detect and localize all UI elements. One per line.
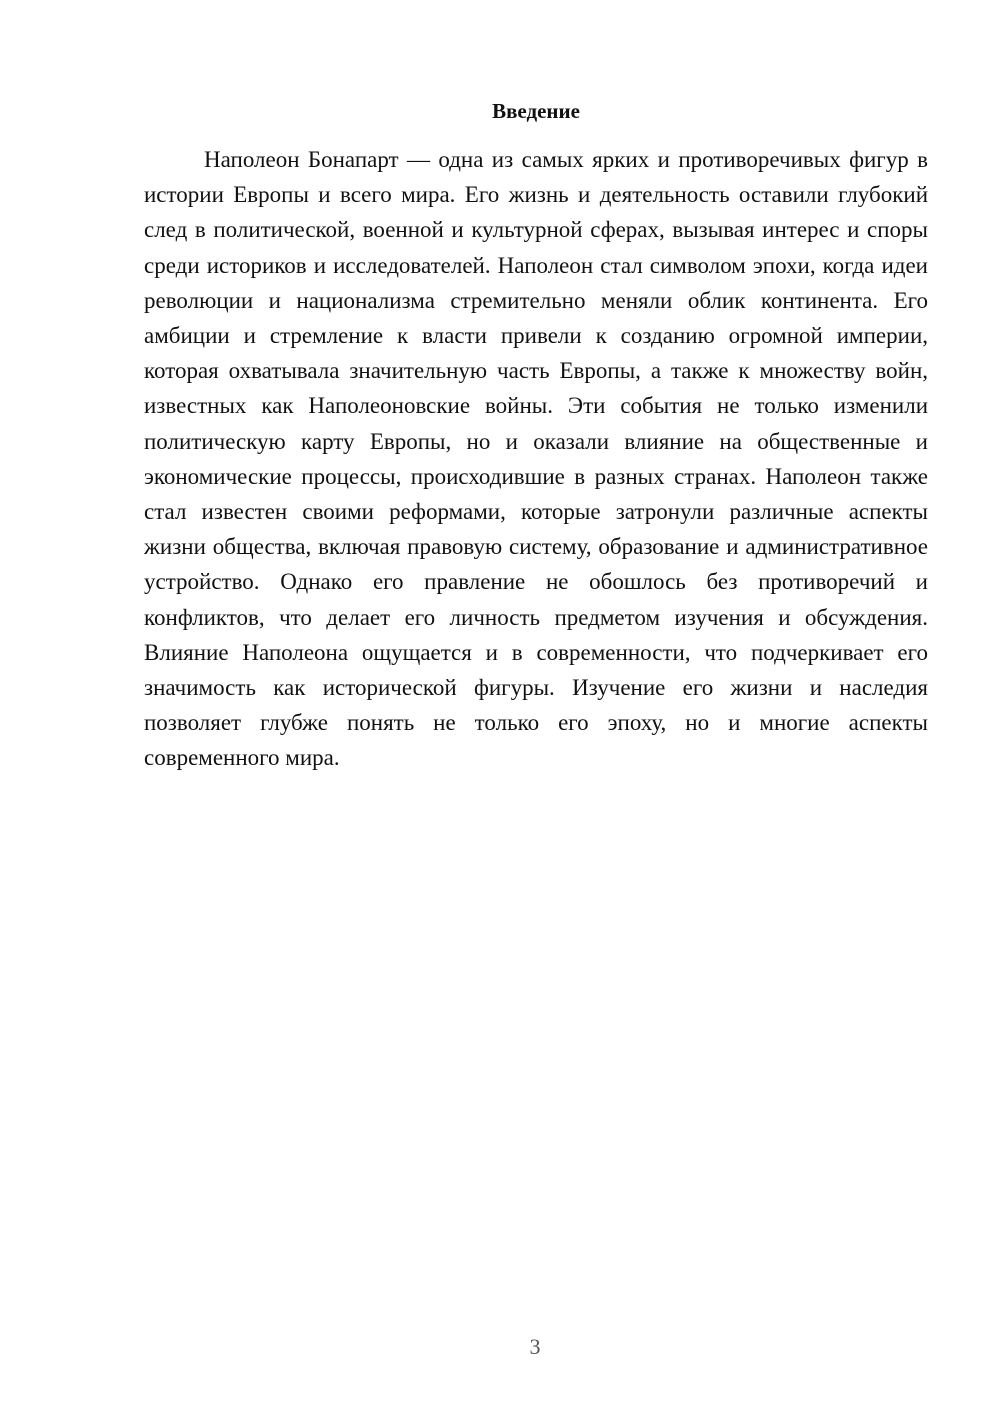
page-number: 3	[529, 1334, 541, 1359]
section-heading: Введение	[492, 99, 580, 123]
body-paragraph: Наполеон Бонапарт — одна из самых ярких и противоречивых фигур в истории Европы и всего мира. Его жизнь и деятельность оставили глубокий след в политической, военной и культурной сферах, вызывая интерес и споры среди историков и исследователей. Наполеон стал символом эпохи, когда идеи революции и национализма стремительно меняли облик континента. Его амбиции и стремление к власти привели к созданию огромной империи, которая охватывала значительную часть Европы, а также к множеству войн, известных как Наполеоновские войны. Эти события не только изменили политическую карту Европы, но и оказали влияние на общественные и экономические процессы, происходившие в разных странах. Наполеон также стал известен своими реформами, которые затронули различные аспекты жизни общества, включая правовую систему, образование и административное устройство. Однако его правление не обошлось без противоречий и конфликтов, что делает его личность предметом изучения и обсуждения. Влияние Наполеона ощущается и в современности, что подчеркивает его значимость как исторической фигуры. Изучение его жизни и наследия позволяет глубже понять не только его эпоху, но и многие аспекты современного мира.	[144, 147, 928, 771]
